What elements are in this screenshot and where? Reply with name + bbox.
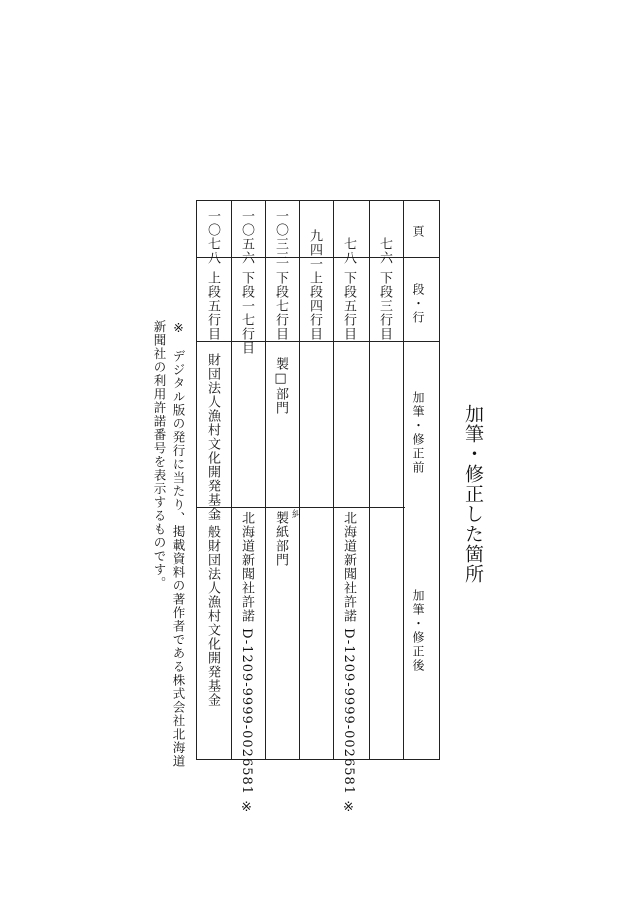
row-4-after: 製紙部門 [273,511,288,567]
footnote [150,320,188,770]
header-position: 段・行 [411,283,425,325]
column-divider [333,201,334,759]
row-3-page: 九四一 [307,229,322,271]
row-5-page: 一〇五六 [239,209,254,265]
header-page: 頁 [411,225,425,239]
row-4-before: 製□部門 [273,357,288,415]
correction-mark: 糾 [290,509,300,518]
row-2-position: 下段五行目 [341,271,356,341]
row-2-page: 七八 [341,237,356,265]
row-6-page: 一〇七八 [205,209,220,265]
row-4-position: 下段七行目 [273,271,288,341]
corrections-table [196,200,440,817]
footnote-mark: ※ [171,320,186,336]
column-divider [369,201,370,759]
footnote-text: デジタル版の発行に当たり、掲載資料の著作者である株式会社北海道新聞社の利用許諾番号を表示するものです。 [152,320,186,768]
row-6-position: 上段五行目 [205,271,220,341]
column-divider [403,201,404,759]
header-before: 加筆・修正前 [411,391,425,475]
row-1-page: 七六 [377,237,392,265]
column-divider [299,201,300,759]
row-1-position: 下段三行目 [377,271,392,341]
row-4-page: 一〇三三 [273,209,288,265]
row-3-position: 上段四行目 [307,271,322,341]
row-6-before: 財団法人漁村文化開発基金 [205,353,220,521]
row-6-after: 一般財団法人漁村文化開発基金 [205,511,220,707]
row-2-after: 北海道新聞社許諾 D-1209-9999-0026581 ※ [341,511,356,817]
row-5-position: 下段一七行目 [239,271,254,355]
column-divider [231,201,232,759]
header-after: 加筆・修正後 [411,589,425,673]
row-divider [197,507,405,508]
column-divider [265,201,266,759]
row-5-after: 北海道新聞社許諾 D-1209-9999-0026581 ※ [239,511,254,817]
row-divider [197,341,439,342]
page-title: 加筆・修正した箇所 [462,404,484,584]
